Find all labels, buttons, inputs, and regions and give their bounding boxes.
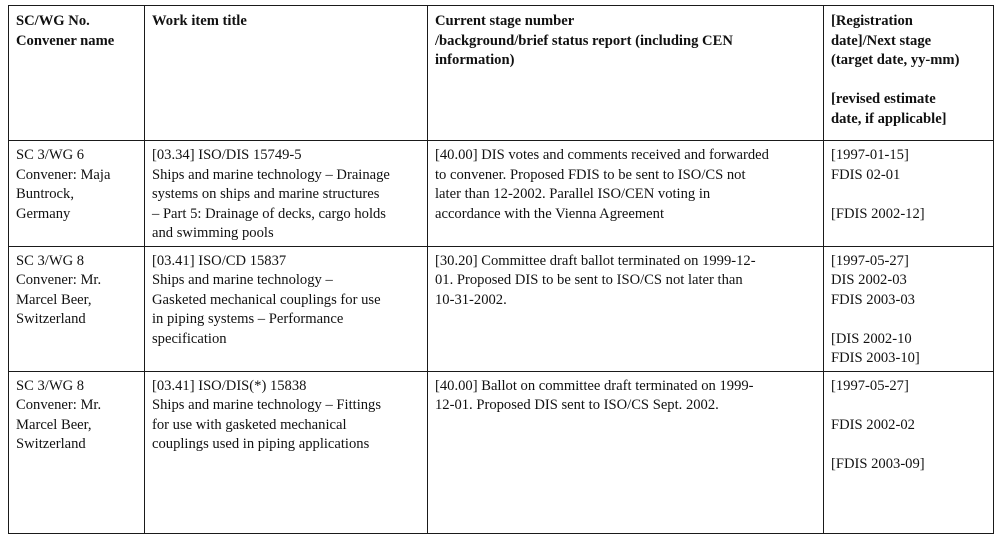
table-row — [9, 141, 994, 247]
cell-text: 01. Proposed DIS to be sent to ISO/CS not later than — [435, 272, 743, 288]
header-sc-wg — [9, 6, 145, 141]
cell-text: couplings used in piping applications — [152, 436, 370, 452]
cell-text: Convener: Mr. — [16, 397, 102, 413]
cell-text: FDIS 2003-03 — [831, 291, 915, 308]
cell-text: later than 12-2002. Parallel ISO/CEN voting in — [435, 186, 711, 202]
cell-text: to convener. Proposed FDIS to be sent to ISO/CS not — [435, 166, 746, 183]
cell-sc-wg — [9, 371, 145, 533]
cell-sc-wg — [9, 141, 145, 247]
cell-text: [1997-01-15] — [831, 147, 909, 163]
cell-text: Marcel Beer, — [16, 416, 92, 433]
cell-text: [DIS 2002-10 — [831, 330, 912, 347]
cell-text: SC 3/WG 6 — [16, 147, 85, 163]
header-text: Work item title — [152, 13, 247, 29]
cell-text: 12-01. Proposed DIS sent to ISO/CS Sept. 2002. — [435, 397, 719, 413]
table-row — [9, 246, 994, 371]
cell-text: specification — [152, 330, 227, 347]
header-text: Convener name — [16, 32, 115, 49]
cell-text: systems on ships and marine structures — [152, 186, 380, 202]
header-text: information) — [435, 52, 515, 68]
header-text: date]/Next stage — [831, 32, 932, 49]
cell-text: Ships and marine technology – Drainage — [152, 166, 390, 183]
cell-text: FDIS 2002-02 — [831, 416, 915, 433]
cell-text: FDIS 02-01 — [831, 166, 901, 183]
cell-text: FDIS 2003-10] — [831, 350, 920, 366]
cell-status — [428, 371, 824, 533]
cell-dates — [824, 246, 994, 371]
header-current-stage — [428, 6, 824, 141]
cell-text: Ships and marine technology – Fittings — [152, 397, 382, 413]
cell-text: [30.20] Committee draft ballot terminated on 1999-12- — [435, 252, 756, 269]
cell-text: Marcel Beer, — [16, 291, 92, 308]
cell-text: [40.00] DIS votes and comments received and forwarded — [435, 147, 769, 163]
cell-text: [1997-05-27] — [831, 377, 909, 394]
cell-text: accordance with the Vienna Agreement — [435, 205, 665, 222]
cell-text: SC 3/WG 8 — [16, 377, 85, 394]
cell-text: Convener: Maja — [16, 166, 111, 183]
header-registration-date — [824, 6, 994, 141]
cell-sc-wg — [9, 246, 145, 371]
table-row — [9, 371, 994, 533]
header-text: (target date, yy-mm) — [831, 52, 960, 68]
cell-text: [FDIS 2002-12] — [831, 205, 925, 222]
cell-text: [FDIS 2003-09] — [831, 455, 925, 472]
header-text: [revised estimate — [831, 91, 936, 107]
cell-text: Buntrock, — [16, 186, 74, 202]
header-text: /background/brief status report (including CEN — [435, 32, 733, 49]
cell-dates — [824, 371, 994, 533]
header-text: SC/WG No. — [16, 13, 90, 29]
cell-text: [03.41] ISO/CD 15837 — [152, 252, 287, 269]
header-text: date, if applicable] — [831, 110, 947, 127]
cell-text: [1997-05-27] — [831, 252, 909, 269]
cell-work-item-title — [145, 246, 428, 371]
cell-text: Switzerland — [16, 436, 86, 452]
cell-status — [428, 246, 824, 371]
work-items-table — [8, 5, 994, 534]
cell-dates — [824, 141, 994, 247]
cell-status — [428, 141, 824, 247]
cell-text: Gasketed mechanical couplings for use — [152, 291, 381, 308]
cell-text: [03.41] ISO/DIS(*) 15838 — [152, 377, 307, 394]
cell-text: – Part 5: Drainage of decks, cargo holds — [152, 205, 386, 222]
cell-text: Ships and marine technology – — [152, 272, 333, 288]
cell-text: 10-31-2002. — [435, 291, 507, 308]
header-row — [9, 6, 994, 141]
cell-text: for use with gasketed mechanical — [152, 416, 347, 433]
cell-text: [03.34] ISO/DIS 15749-5 — [152, 147, 302, 163]
cell-text: in piping systems – Performance — [152, 311, 344, 327]
cell-text: Convener: Mr. — [16, 272, 102, 288]
cell-text: SC 3/WG 8 — [16, 252, 85, 269]
header-text: Current stage number — [435, 13, 575, 29]
cell-text: [40.00] Ballot on committee draft terminated on 1999- — [435, 377, 754, 394]
header-work-item-title — [145, 6, 428, 141]
cell-text: Switzerland — [16, 311, 86, 327]
cell-text: Germany — [16, 205, 71, 222]
header-text: [Registration — [831, 13, 913, 29]
cell-work-item-title — [145, 371, 428, 533]
cell-text: and swimming pools — [152, 225, 274, 241]
cell-work-item-title — [145, 141, 428, 247]
cell-text: DIS 2002-03 — [831, 272, 907, 288]
